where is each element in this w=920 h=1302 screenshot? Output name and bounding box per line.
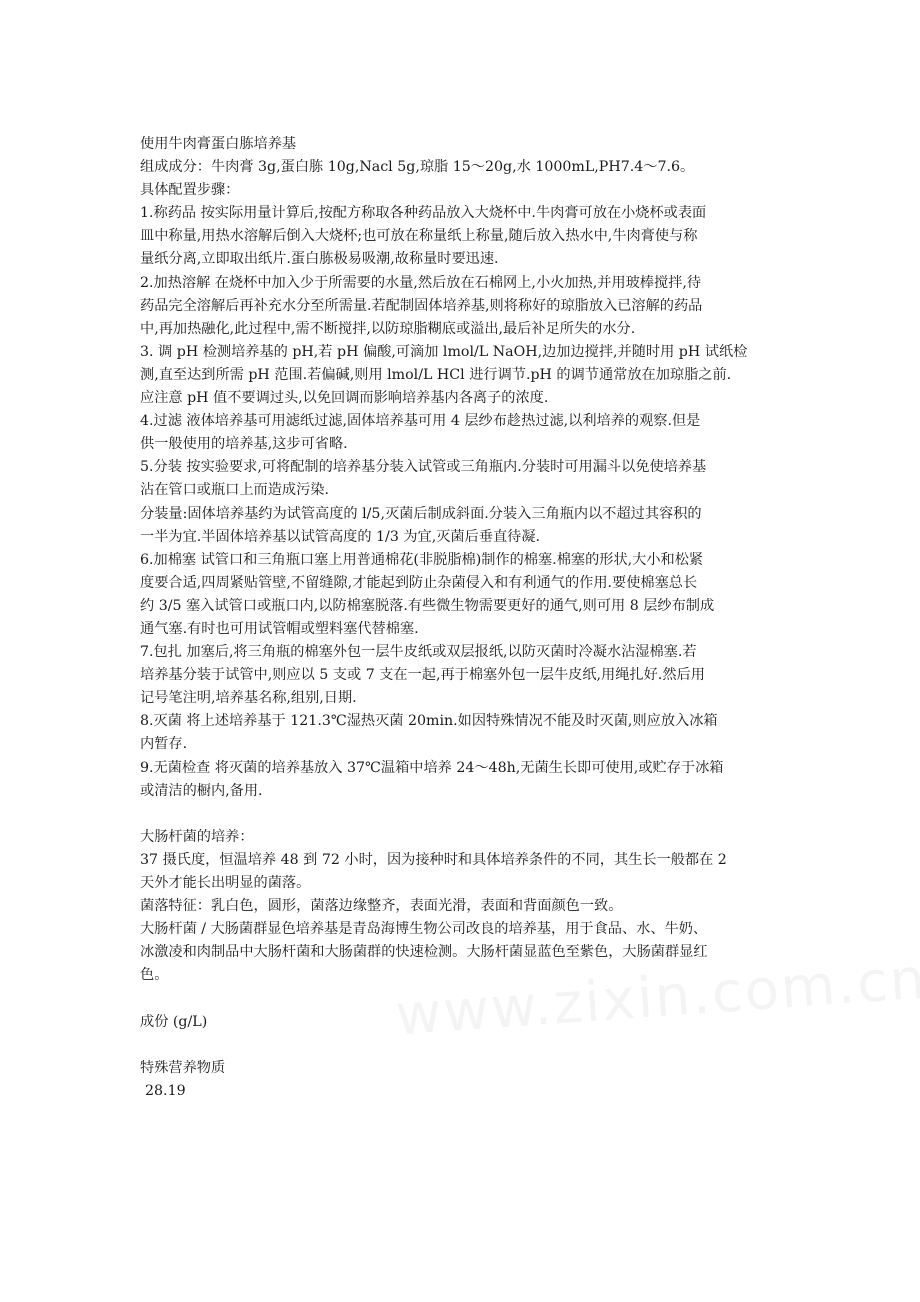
text-line: 2.加热溶解 在烧杯中加入少于所需要的水量,然后放在石棉网上,小火加热,并用玻棒搅拌,待 bbox=[140, 274, 702, 291]
blank-line bbox=[140, 1034, 790, 1057]
component-heading: 成份 (g/L) bbox=[140, 1013, 208, 1030]
text-line: 或清洁的橱内,备用. bbox=[140, 782, 263, 799]
text-line: 药品完全溶解后再补充水分至所需量.若配制固体培养基,则将称好的琼脂放入已溶解的药品 bbox=[140, 297, 703, 314]
composition-line: 组成成分：牛肉膏 3g,蛋白胨 10g,Nacl 5g,琼脂 15～20g,水 1000mL,PH7.4～7.6。 bbox=[140, 159, 695, 176]
text-line: 应注意 pH 值不要调过头,以免回调而影响培养基内各离子的浓度. bbox=[140, 390, 549, 407]
text-line: 一半为宜.半固体培养基以试管高度的 1/3 为宜,灭菌后垂直待凝. bbox=[140, 528, 541, 545]
special-nutrient-label: 特殊营养物质 bbox=[140, 1059, 226, 1076]
ecoli-text-line: 37 摄氏度，恒温培养 48 到 72 小时，因为接种时和具体培养条件的不同，其生长一般都在 2 bbox=[140, 851, 727, 868]
text-line: 量纸分离,立即取出纸片.蛋白胨极易吸潮,故称量时要迅速. bbox=[140, 251, 499, 268]
ecoli-text-line: 色。 bbox=[140, 967, 169, 984]
text-line: 记号笔注明,培养基名称,组别,日期. bbox=[140, 690, 357, 707]
ecoli-text-line: 冰激凌和肉制品中大肠杆菌和大肠菌群的快速检测。大肠杆菌显蓝色至紫色，大肠菌群显红 bbox=[140, 944, 708, 961]
text-line: 9.无菌检查 将灭菌的培养基放入 37℃温箱中培养 24～48h,无菌生长即可使用,或贮存于冰箱 bbox=[140, 759, 724, 776]
text-line: 3. 调 pH 检测培养基的 pH,若 pH 偏酸,可滴加 lmol/L NaOH,边加边搅拌,并随时用 pH 试纸检 bbox=[140, 343, 748, 360]
text-line: 通气塞.有时也可用试管帽或塑料塞代替棉塞. bbox=[140, 620, 419, 637]
text-line: 约 3/5 塞入试管口或瓶口内,以防棉塞脱落.有些微生物需要更好的通气,则可用 8 层纱布制成 bbox=[140, 597, 715, 614]
text-line: 度要合适,四周紧贴管壁,不留缝隙,才能起到防止杂菌侵入和有利通气的作用.要使棉塞总长 bbox=[140, 574, 698, 591]
ecoli-text-line: 菌落特征：乳白色，圆形，菌落边缘整齐，表面光滑，表面和背面颜色一致。 bbox=[140, 898, 623, 915]
document-body bbox=[140, 133, 790, 1103]
ecoli-text-line: 天外才能长出明显的菌落。 bbox=[140, 875, 311, 891]
blank-line bbox=[140, 987, 790, 1010]
text-line: 6.加棉塞 试管口和三角瓶口塞上用普通棉花(非脱脂棉)制作的棉塞.棉塞的形状,大小和松紧 bbox=[140, 551, 704, 568]
text-line: 测,直至达到所需 pH 范围.若偏碱,则用 lmol/L HCl 进行调节.pH 的调节通常放在加琼脂之前. bbox=[140, 366, 732, 383]
text-line: 供一般使用的培养基,这步可省略. bbox=[140, 436, 348, 453]
text-line: 4.过滤 液体培养基可用滤纸过滤,固体培养基可用 4 层纱布趁热过滤,以利培养的观察.但是 bbox=[140, 413, 701, 430]
text-line: 内暂存. bbox=[140, 736, 188, 753]
text-line: 5.分装 按实验要求,可将配制的培养基分装入试管或三角瓶内.分装时可用漏斗以免使培养基 bbox=[140, 459, 707, 476]
steps-heading: 具体配置步骤： bbox=[140, 182, 240, 199]
special-nutrient-value: 28.19 bbox=[145, 1082, 186, 1099]
text-line: 8.灭菌 将上述培养基于 121.3℃湿热灭菌 20min.如因特殊情况不能及时灭菌,则应放入冰箱 bbox=[140, 713, 718, 730]
blank-line bbox=[140, 803, 790, 826]
text-line: 培养基分装于试管中,则应以 5 支或 7 支在一起,再于棉塞外包一层牛皮纸,用绳扎好.然后用 bbox=[140, 667, 705, 684]
ecoli-text-line: 大肠杆菌 / 大肠菌群显色培养基是青岛海博生物公司改良的培养基，用于食品、水、牛奶、 bbox=[140, 921, 708, 938]
text-line: 7.包扎 加塞后,将三角瓶的棉塞外包一层牛皮纸或双层报纸,以防灭菌时冷凝水沾湿棉塞.若 bbox=[140, 644, 697, 661]
text-line: 皿中称量,用热水溶解后倒入大烧杯;也可放在称量纸上称量,随后放入热水中,牛肉膏使与称 bbox=[140, 228, 698, 245]
text-line: 1.称药品 按实际用量计算后,按配方称取各种药品放入大烧杯中.牛肉膏可放在小烧杯或表面 bbox=[140, 205, 707, 222]
text-line: 沾在管口或瓶口上而造成污染. bbox=[140, 482, 329, 499]
text-line: 中,再加热融化,此过程中,需不断搅拌,以防琼脂糊底或溢出,最后补足所失的水分. bbox=[140, 320, 636, 337]
text-line: 分装量:固体培养基约为试管高度的 l/5,灭菌后制成斜面.分装入三角瓶内以不超过其容积的 bbox=[140, 505, 702, 522]
document-title: 使用牛肉膏蛋白胨培养基 bbox=[140, 136, 297, 152]
ecoli-heading: 大肠杆菌的培养： bbox=[140, 828, 254, 845]
